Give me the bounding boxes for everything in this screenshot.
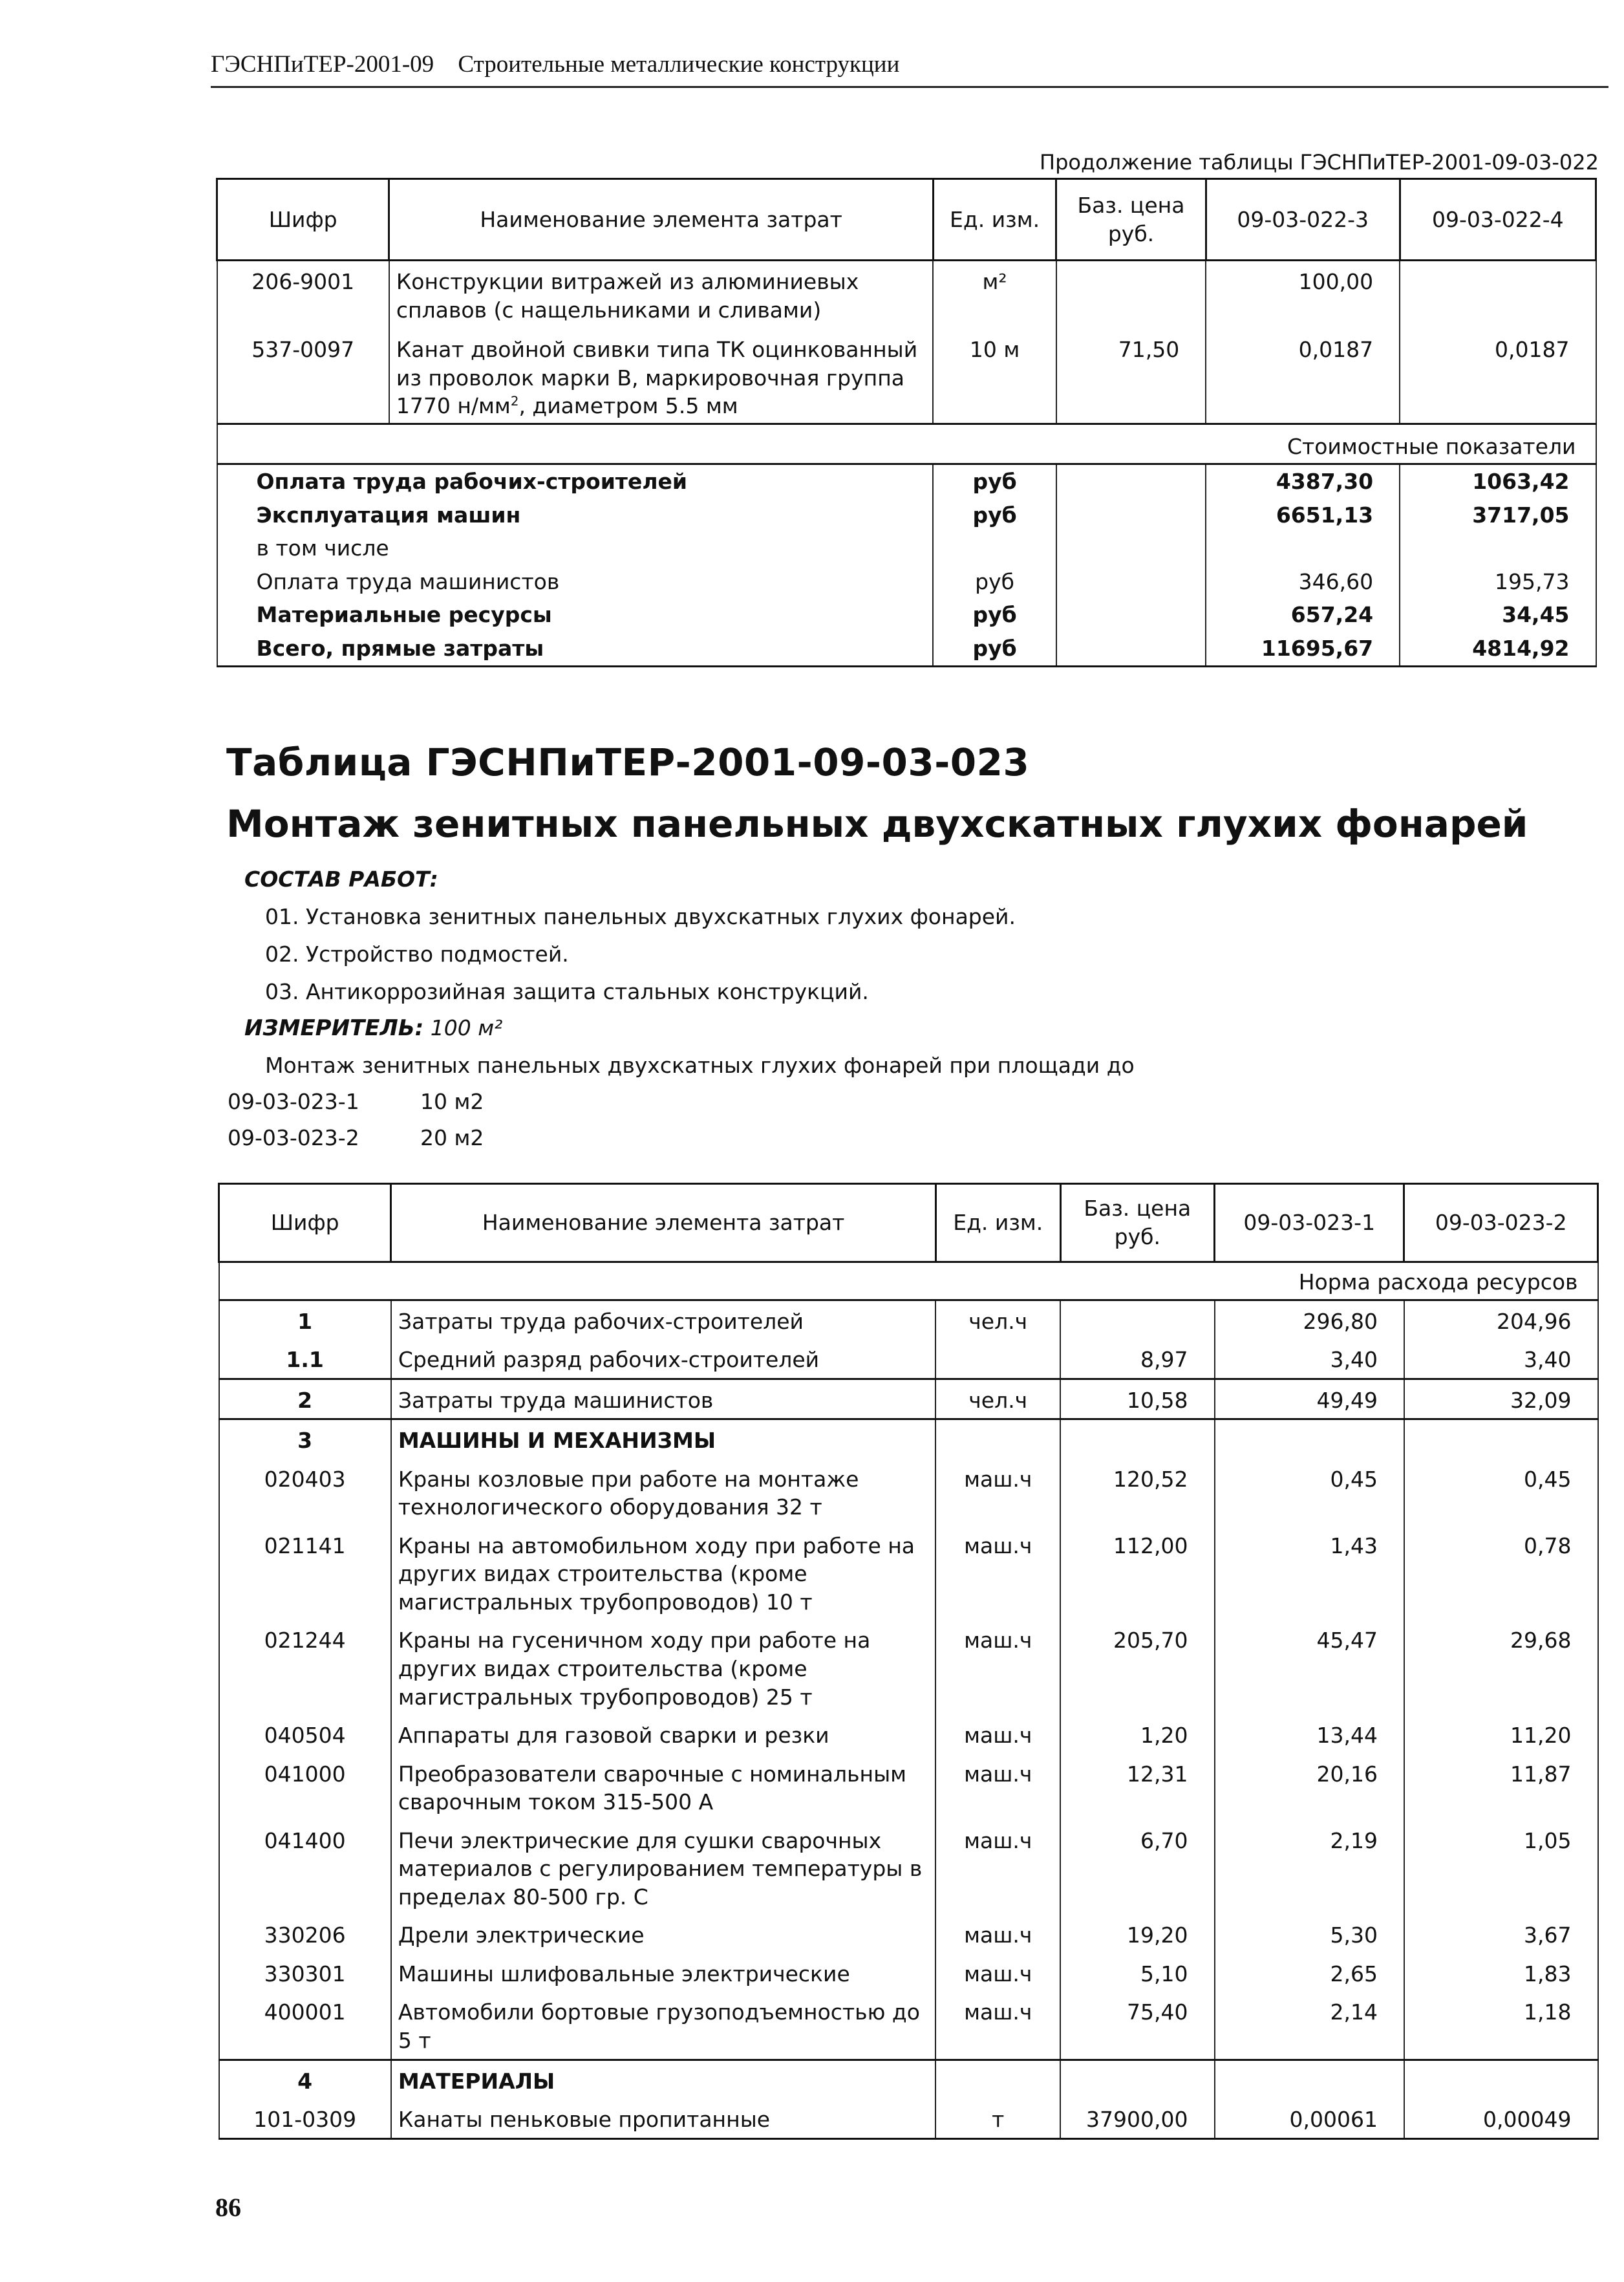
table1-header-row [217, 179, 1596, 261]
row-code: 040504 [219, 1715, 391, 1754]
table-row [219, 1300, 1598, 1339]
cost-row [217, 464, 1596, 499]
row-unit [935, 2060, 1060, 2099]
row-price: 205,70 [1060, 1620, 1214, 1715]
row-unit: чел.ч [935, 1300, 1060, 1339]
row-value-2 [1400, 261, 1596, 327]
cost-row [217, 499, 1596, 532]
row-value-2 [1404, 1419, 1598, 1459]
cost-name: Эксплуатация машин [217, 499, 934, 532]
row-value-2: 3,40 [1404, 1339, 1598, 1379]
table-row [219, 1915, 1598, 1954]
row-unit: чел.ч [935, 1379, 1060, 1419]
variant-code: 09-03-023-2 [228, 1125, 359, 1150]
section-title: Таблица ГЭСНПиТЕР-2001-09-03-023 [226, 740, 1030, 784]
cost-header: Стоимостные показатели [217, 424, 1596, 464]
row-value-1: 13,44 [1215, 1715, 1404, 1754]
row-value-2: 0,45 [1404, 1459, 1598, 1525]
row-value-1: 20,16 [1215, 1754, 1404, 1820]
cost-header-row [217, 424, 1596, 464]
cost-value-2 [1400, 532, 1596, 565]
row-value-2: 1,83 [1404, 1954, 1598, 1992]
row-value-1: 2,65 [1215, 1954, 1404, 1992]
row-value-2: 0,00049 [1404, 2099, 1598, 2138]
row-value-1: 0,00061 [1215, 2099, 1404, 2138]
row-name: Печи электрические для сушки сварочных материалов с регулированием температуры в пределах 80-500 гр. С [391, 1820, 936, 1915]
row-unit: маш.ч [935, 1992, 1060, 2060]
table-row [219, 1715, 1598, 1754]
row-value-1: 49,49 [1215, 1379, 1404, 1419]
table-row [219, 1525, 1598, 1620]
row-code: 330301 [219, 1954, 391, 1992]
row-unit: маш.ч [935, 1954, 1060, 1992]
norm-header-row [219, 1262, 1598, 1300]
row-code: 1.1 [219, 1339, 391, 1379]
table1-header-cell: Баз. цена руб. [1056, 179, 1206, 261]
table2-header-cell: 09-03-023-1 [1215, 1184, 1404, 1262]
row-unit [935, 1339, 1060, 1379]
row-price: 120,52 [1060, 1459, 1214, 1525]
cost-price [1056, 464, 1206, 499]
row-unit: маш.ч [935, 1459, 1060, 1525]
row-price: 10,58 [1060, 1379, 1214, 1419]
row-name: Аппараты для газовой сварки и резки [391, 1715, 936, 1754]
row-unit: маш.ч [935, 1525, 1060, 1620]
row-value-1: 5,30 [1215, 1915, 1404, 1954]
row-name: Преобразователи сварочные с номинальным сварочным током 315-500 А [391, 1754, 936, 1820]
row-value-1: 2,14 [1215, 1992, 1404, 2060]
row-code: 400001 [219, 1992, 391, 2060]
cost-price [1056, 565, 1206, 599]
row-name: Дрели электрические [391, 1915, 936, 1954]
row-value-2: 11,87 [1404, 1754, 1598, 1820]
row-code: 041000 [219, 1754, 391, 1820]
table-row [219, 2060, 1598, 2099]
row-code: 021244 [219, 1620, 391, 1715]
table1-header-cell: Ед. изм. [933, 179, 1056, 261]
running-header [211, 50, 1607, 78]
row-value-1 [1215, 1419, 1404, 1459]
table-row [219, 1620, 1598, 1715]
cost-name: Материальные ресурсы [217, 598, 934, 632]
table-row [219, 2099, 1598, 2138]
cost-value-1: 4387,30 [1206, 464, 1400, 499]
row-unit: маш.ч [935, 1620, 1060, 1715]
cost-unit: руб [933, 464, 1056, 499]
table-row [219, 1754, 1598, 1820]
table2-header-cell: Наименование элемента затрат [391, 1184, 936, 1262]
variant-code: 09-03-023-1 [228, 1089, 359, 1114]
table-row [219, 1419, 1598, 1459]
cost-unit: руб [933, 499, 1056, 532]
row-value-1: 1,43 [1215, 1525, 1404, 1620]
table1-header-cell: Наименование элемента затрат [389, 179, 934, 261]
row-code: 1 [219, 1300, 391, 1339]
row-name: Машины шлифовальные электрические [391, 1954, 936, 1992]
row-price [1060, 2060, 1214, 2099]
row-code: 4 [219, 2060, 391, 2099]
row-name: МАШИНЫ И МЕХАНИЗМЫ [391, 1419, 936, 1459]
cost-name: в том числе [217, 532, 934, 565]
cost-row [217, 632, 1596, 666]
row-value-1: 2,19 [1215, 1820, 1404, 1915]
row-value-2: 29,68 [1404, 1620, 1598, 1715]
table2-header-row [219, 1184, 1598, 1262]
work-item: 03. Антикоррозийная защита стальных конструкций. [265, 979, 869, 1004]
row-code: 537-0097 [217, 327, 389, 424]
row-name: Краны на автомобильном ходу при работе на других видах строительства (кроме магистральных трубопроводов) 10 т [391, 1525, 936, 1620]
table-row [219, 1992, 1598, 2060]
variant-value: 10 м2 [420, 1089, 484, 1114]
row-code: 021141 [219, 1525, 391, 1620]
row-value-1: 0,0187 [1206, 327, 1400, 424]
row-value-2: 0,0187 [1400, 327, 1596, 424]
measure-label: ИЗМЕРИТЕЛЬ: [244, 1015, 424, 1041]
cost-value-1: 11695,67 [1206, 632, 1400, 666]
row-price: 71,50 [1056, 327, 1206, 424]
cost-value-1: 657,24 [1206, 598, 1400, 632]
row-name: Краны на гусеничном ходу при работе на других видах строительства (кроме магистральных трубопроводов) 25 т [391, 1620, 936, 1715]
table1-caption: Продолжение таблицы ГЭСНПиТЕР-2001-09-03-022 [1040, 150, 1599, 175]
row-price [1060, 1300, 1214, 1339]
cost-price [1056, 598, 1206, 632]
cost-price [1056, 499, 1206, 532]
cost-name: Оплата труда машинистов [217, 565, 934, 599]
row-unit: маш.ч [935, 1715, 1060, 1754]
row-value-1: 296,80 [1215, 1300, 1404, 1339]
work-item: 01. Установка зенитных панельных двухскатных глухих фонарей. [265, 904, 1016, 929]
row-value-2: 204,96 [1404, 1300, 1598, 1339]
table2-header-cell: Ед. изм. [935, 1184, 1060, 1262]
row-price: 12,31 [1060, 1754, 1214, 1820]
cost-row [217, 598, 1596, 632]
variant-value: 20 м2 [420, 1125, 484, 1150]
row-unit: маш.ч [935, 1915, 1060, 1954]
work-item: 02. Устройство подмостей. [265, 942, 569, 967]
cost-value-1: 6651,13 [1206, 499, 1400, 532]
row-name: Краны козловые при работе на монтаже технологического оборудования 32 т [391, 1459, 936, 1525]
table2-header-cell: 09-03-023-2 [1404, 1184, 1598, 1262]
norm-header: Норма расхода ресурсов [219, 1262, 1598, 1300]
table2 [218, 1183, 1599, 2140]
cost-value-2: 1063,42 [1400, 464, 1596, 499]
row-name: Конструкции витражей из алюминиевых сплавов (с нащельниками и сливами) [389, 261, 934, 327]
table1-header-cell: Шифр [217, 179, 389, 261]
cost-value-2: 34,45 [1400, 598, 1596, 632]
cost-price [1056, 532, 1206, 565]
row-code: 330206 [219, 1915, 391, 1954]
table2-header-cell: Шифр [219, 1184, 391, 1262]
row-name: МАТЕРИАЛЫ [391, 2060, 936, 2099]
row-price: 5,10 [1060, 1954, 1214, 1992]
row-code: 041400 [219, 1820, 391, 1915]
cost-price [1056, 632, 1206, 666]
row-value-1: 100,00 [1206, 261, 1400, 327]
row-value-2: 11,20 [1404, 1715, 1598, 1754]
header-title: Строительные металлические конструкции [458, 51, 900, 78]
row-name: Канаты пеньковые пропитанные [391, 2099, 936, 2138]
description: Монтаж зенитных панельных двухскатных глухих фонарей при площади до [265, 1053, 1135, 1078]
cost-unit: руб [933, 632, 1056, 666]
work-label: СОСТАВ РАБОТ: [244, 867, 438, 892]
table-row [219, 1954, 1598, 1992]
row-value-2: 1,18 [1404, 1992, 1598, 2060]
table-row [217, 261, 1596, 327]
row-value-2: 1,05 [1404, 1820, 1598, 1915]
row-price: 6,70 [1060, 1820, 1214, 1915]
measure-value: 100 м² [430, 1015, 503, 1040]
row-price: 37900,00 [1060, 2099, 1214, 2138]
row-name: Затраты труда машинистов [391, 1379, 936, 1419]
cost-value-1 [1206, 532, 1400, 565]
row-code: 020403 [219, 1459, 391, 1525]
table-row [219, 1379, 1598, 1419]
row-name: Затраты труда рабочих-строителей [391, 1300, 936, 1339]
header-rule [211, 86, 1608, 88]
cost-unit: руб [933, 598, 1056, 632]
row-value-2: 0,78 [1404, 1525, 1598, 1620]
row-price: 19,20 [1060, 1915, 1214, 1954]
row-value-1: 45,47 [1215, 1620, 1404, 1715]
cost-row [217, 532, 1596, 565]
row-unit [935, 1419, 1060, 1459]
row-price: 75,40 [1060, 1992, 1214, 2060]
table-row [219, 1820, 1598, 1915]
row-unit: т [935, 2099, 1060, 2138]
row-value-2 [1404, 2060, 1598, 2099]
row-code: 3 [219, 1419, 391, 1459]
row-name: Канат двойной свивки типа ТК оцинкованный из проволок марки В, маркировочная группа 1770 $н/мм^2$, диаметром 5.5 мм [389, 327, 934, 424]
row-price [1056, 261, 1206, 327]
cost-row [217, 565, 1596, 599]
row-code: 101-0309 [219, 2099, 391, 2138]
section-subtitle: Монтаж зенитных панельных двухскатных глухих фонарей [226, 802, 1528, 846]
row-price: 112,00 [1060, 1525, 1214, 1620]
row-unit: маш.ч [935, 1754, 1060, 1820]
cost-name: Оплата труда рабочих-строителей [217, 464, 934, 499]
cost-value-2: 4814,92 [1400, 632, 1596, 666]
row-unit: м² [933, 261, 1056, 327]
row-value-2: 3,67 [1404, 1915, 1598, 1954]
table-row [219, 1339, 1598, 1379]
measure-line [244, 1015, 502, 1041]
row-name: Средний разряд рабочих-строителей [391, 1339, 936, 1379]
page-number: 86 [215, 2193, 241, 2222]
table1 [216, 178, 1597, 667]
cost-value-1: 346,60 [1206, 565, 1400, 599]
row-code: 206-9001 [217, 261, 389, 327]
header-code: ГЭСНПиТЕР-2001-09 [211, 51, 434, 78]
row-value-1 [1215, 2060, 1404, 2099]
table1-header-cell: 09-03-022-4 [1400, 179, 1596, 261]
row-code: 2 [219, 1379, 391, 1419]
row-value-2: 32,09 [1404, 1379, 1598, 1419]
row-unit: маш.ч [935, 1820, 1060, 1915]
row-name: Автомобили бортовые грузоподъемностью до 5 т [391, 1992, 936, 2060]
cost-name: Всего, прямые затраты [217, 632, 934, 666]
row-price: 1,20 [1060, 1715, 1214, 1754]
row-value-1: 3,40 [1215, 1339, 1404, 1379]
table-row [217, 327, 1596, 424]
row-price: 8,97 [1060, 1339, 1214, 1379]
table1-header-cell: 09-03-022-3 [1206, 179, 1400, 261]
cost-unit: руб [933, 565, 1056, 599]
cost-value-2: 195,73 [1400, 565, 1596, 599]
cost-unit [933, 532, 1056, 565]
table2-header-cell: Баз. цена руб. [1060, 1184, 1214, 1262]
row-price [1060, 1419, 1214, 1459]
row-unit: 10 м [933, 327, 1056, 424]
cost-value-2: 3717,05 [1400, 499, 1596, 532]
table-row [219, 1459, 1598, 1525]
row-value-1: 0,45 [1215, 1459, 1404, 1525]
